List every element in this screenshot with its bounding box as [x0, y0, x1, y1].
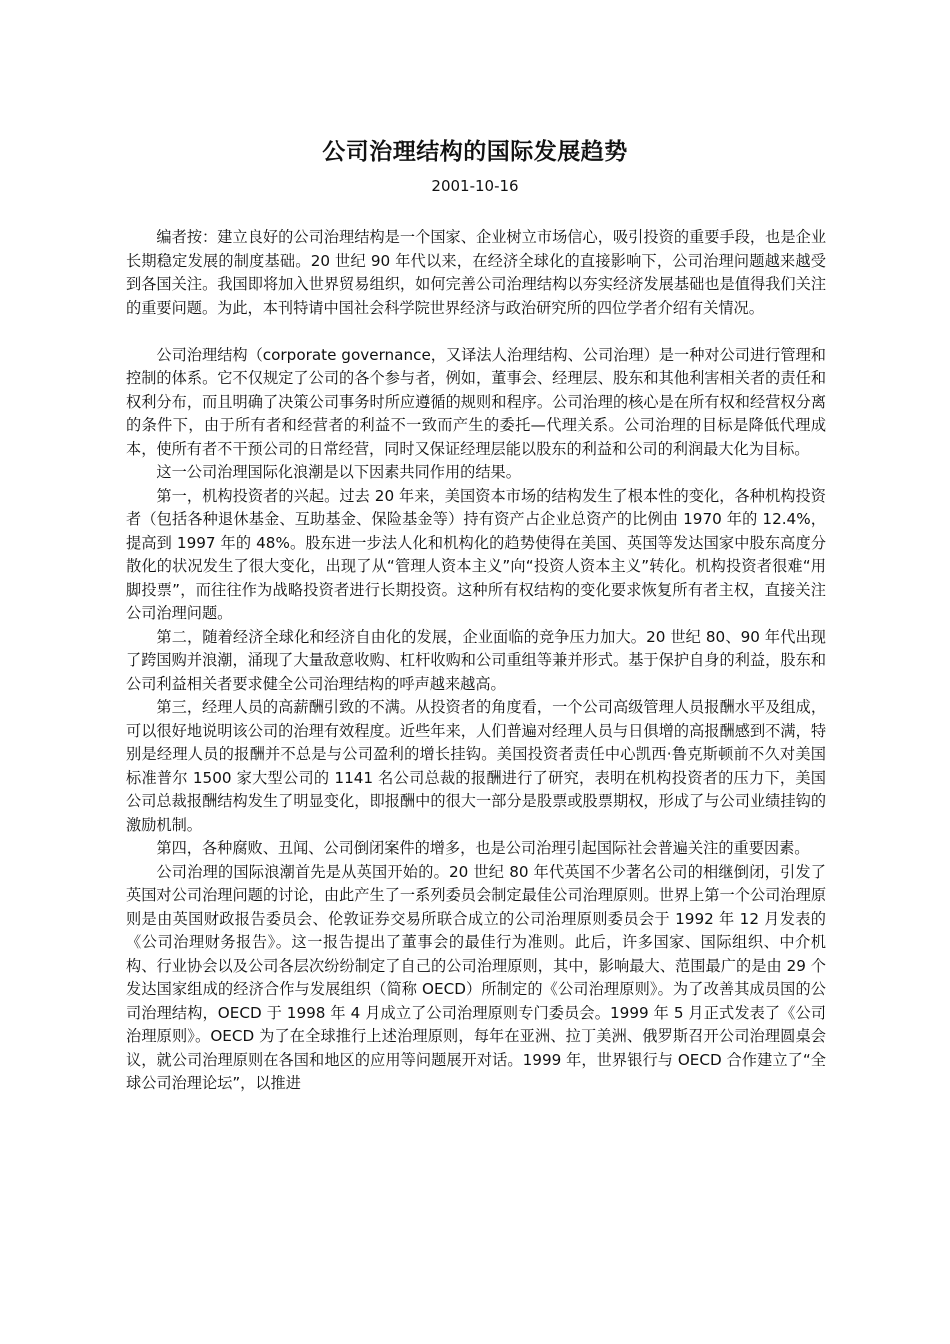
body-paragraph: 第四，各种腐败、丑闻、公司倒闭案件的增多，也是公司治理引起国际社会普遍关注的重要因素。: [156, 839, 810, 857]
body-paragraph: 公司治理的国际浪潮首先是从英国开始的。20 世纪 80 年代英国不少著名公司的相继倒闭，引发了英国对公司治理问题的讨论，由此产生了一系列委员会制定最佳公司治理原则。世界上第一个公司治理原则是由英国财政报告委员会、伦敦证券交易所联合成立的公司治理原则委员会于 1992 年 12 月发表的《公司治理财务报告》。这一报告提出了董事会的最佳行为准则。此后，许多国家、国际组织、中介机构、行业协会以及公司各层次纷纷制定了自己的公司治理原则，其中，影响最大、范围最广的是由 29 个发达国家组成的经济合作与发展组织（简称 OECD）所制定的《公司治理原则》。为了改善其成员国的公司治理结构，OECD 于 1998 年 4 月成立了公司治理原则专门委员会。1999 年 5 月正式发表了《公司治理原则》。OECD 为了在全球推行上述治理原则，每年在亚洲、拉丁美洲、俄罗斯召开公司治理圆桌会议，就公司治理原则在各国和地区的应用等问题展开对话。1999 年，世界银行与 OECD 合作建立了“全球公司治理论坛”，以推进: [126, 862, 826, 1092]
body-paragraph: 第二，随着经济全球化和经济自由化的发展，企业面临的竞争压力加大。20 世纪 80、90 年代出现了跨国购并浪潮，涌现了大量敌意收购、杠杆收购和公司重组等兼并形式。基于保护自身的利益，股东和公司利益相关者要求健全公司治理结构的呼声越来越高。: [126, 627, 826, 693]
publish-date: 2001-10-16: [431, 177, 519, 195]
body-paragraph: 第三，经理人员的高薪酬引致的不满。从投资者的角度看，一个公司高级管理人员报酬水平及组成，可以很好地说明该公司的治理有效程度。近些年来，人们普遍对经理人员与日俱增的高报酬感到不满，特别是经理人员的报酬并不总是与公司盈利的增长挂钩。美国投资者责任中心凯西·鲁克斯顿前不久对美国标准普尔 1500 家大型公司的 1141 名公司总裁的报酬进行了研究，表明在机构投资者的压力下，美国公司总裁报酬结构发生了明显变化，即报酬中的很大一部分是股票或股票期权，形成了与公司业绩挂钩的激励机制。: [126, 698, 826, 834]
body-paragraph: 第一，机构投资者的兴起。过去 20 年来，美国资本市场的结构发生了根本性的变化，各种机构投资者（包括各种退休基金、互助基金、保险基金等）持有资产占企业总资产的比例由 1970 年的 12.4%，提高到 1997 年的 48%。股东进一步法人化和机构化的趋势使得在美国、英国等发达国家中股东高度分散化的状况发生了很大变化，出现了从“管理人资本主义”向“投资人资本主义”转化。机构投资者很难“用脚投票”，而往往作为战略投资者进行长期投资。这种所有权结构的变化要求恢复所有者主权，直接关注公司治理问题。: [126, 486, 826, 622]
editor-note-paragraph: 编者按：建立良好的公司治理结构是一个国家、企业树立市场信心，吸引投资的重要手段，也是企业长期稳定发展的制度基础。20 世纪 90 年代以来，在经济全球化的直接影响下，公司治理问题越来越受到各国关注。我国即将加入世界贸易组织，如何完善公司治理结构以夯实经济发展基础也是值得我们关注的重要问题。为此，本刊特请中国社会科学院世界经济与政治研究所的四位学者介绍有关情况。: [126, 228, 826, 317]
body-paragraph: 公司治理结构（corporate governance，又译法人治理结构、公司治理）是一种对公司进行管理和控制的体系。它不仅规定了公司的各个参与者，例如，董事会、经理层、股东和其他利害相关者的责任和权利分布，而且明确了决策公司事务时所应遵循的规则和程序。公司治理的核心是在所有权和经营权分离的条件下，由于所有者和经营者的利益不一致而产生的委托—代理关系。公司治理的目标是降低代理成本，使所有者不干预公司的日常经营，同时又保证经理层能以股东的利益和公司的利润最大化为目标。: [126, 345, 826, 458]
article-body: [126, 226, 826, 1096]
body-paragraph: 这一公司治理国际化浪潮是以下因素共同作用的结果。: [156, 463, 521, 481]
page-title: 公司治理结构的国际发展趋势: [322, 139, 628, 165]
